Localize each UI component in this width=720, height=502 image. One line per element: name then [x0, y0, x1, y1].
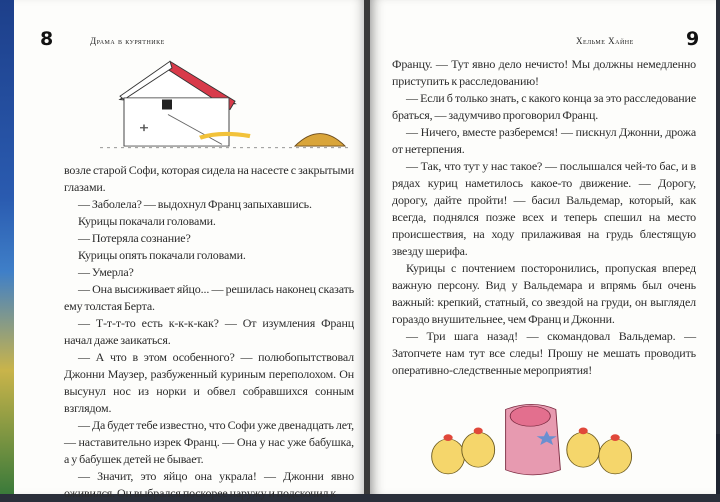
paragraph: — Она высиживает яйцо... — решилась наконец сказать ему толстая Берта.	[64, 282, 354, 313]
paragraph: Курицы с почтением посторонились, пропуская вперед важную персону. Вид у Вальдемара и впрямь был очень важный: крепкий, статный, со звездой на груди, он выглядел гораздо внушительнее, чем Франц и Джонни.	[392, 261, 696, 326]
paragraph: — Три шага назад! — скомандовал Вальдемар. — Затопчете нам тут все следы! Прошу не мешать проводить оперативно-следственные мероприятия!	[392, 329, 696, 377]
paragraph: — Умерла?	[78, 265, 134, 279]
book-cover-corner	[716, 434, 720, 494]
paragraph: Францу. — Тут явно дело нечисто! Мы должны немедленно приступить к расследованию!	[392, 57, 696, 88]
paragraph: возле старой Софи, которая сидела на насесте с закрытыми глазами.	[64, 163, 354, 194]
page-number: 8	[40, 28, 54, 50]
paragraph: — А что в этом особенного? — полюбопытствовал Джонни Маузер, разбуженный куриным переполохом. Он высунул нос из норки и обвел собравшихся сонным взглядом.	[64, 350, 354, 415]
paragraph: — Так, что тут у нас такое? — послышался чей-то бас, и в рядах куриц наметилось какое-то движение. — Дорогу, дорогу, дайте пройти! — басил Вальдемар, который, как всегда, поднялся позже всех и теперь спешил на место происшествия, на ходу прилаживая на грудь блестящую звезду шерифа.	[392, 159, 696, 258]
body-text	[392, 56, 696, 379]
paragraph: — Т-т-т-то есть к-к-к-как? — От изумления Франц начал даже заикаться.	[64, 316, 354, 347]
paragraph: — Если б только знать, с какого конца за это расследование браться, — задумчиво проговорил Франц.	[392, 91, 696, 122]
paragraph: — Заболела? — выдохнул Франц запыхавшись.	[78, 197, 312, 211]
running-head: Драма в курятнике	[90, 36, 165, 46]
body-text	[64, 162, 354, 502]
paragraph: — Да будет тебе известно, что Софи уже двенадцать лет, — наставительно изрек Франц. — Она у нас уже бабушка, а у бабушек детей не бывает.	[64, 418, 354, 466]
right-page	[370, 0, 716, 494]
paragraph: Курицы покачали головами.	[78, 214, 216, 228]
paragraph: — Ничего, вместе разберемся! — пискнул Джонни, дрожа от нетерпения.	[392, 125, 696, 156]
paragraph: — Потеряла сознание?	[78, 231, 191, 245]
paragraph: Курицы опять покачали головами.	[78, 248, 246, 262]
paragraph: — Значит, это яйцо она украла! — Джонни явно оживился. Он выбрался поскорее наружу и подскочил к	[64, 469, 354, 500]
barn-illustration	[100, 58, 350, 156]
left-page	[14, 0, 366, 500]
running-head: Хельме Хайне	[576, 36, 634, 46]
pig-and-chickens-illustration	[428, 396, 638, 490]
page-number: 9	[686, 28, 700, 50]
